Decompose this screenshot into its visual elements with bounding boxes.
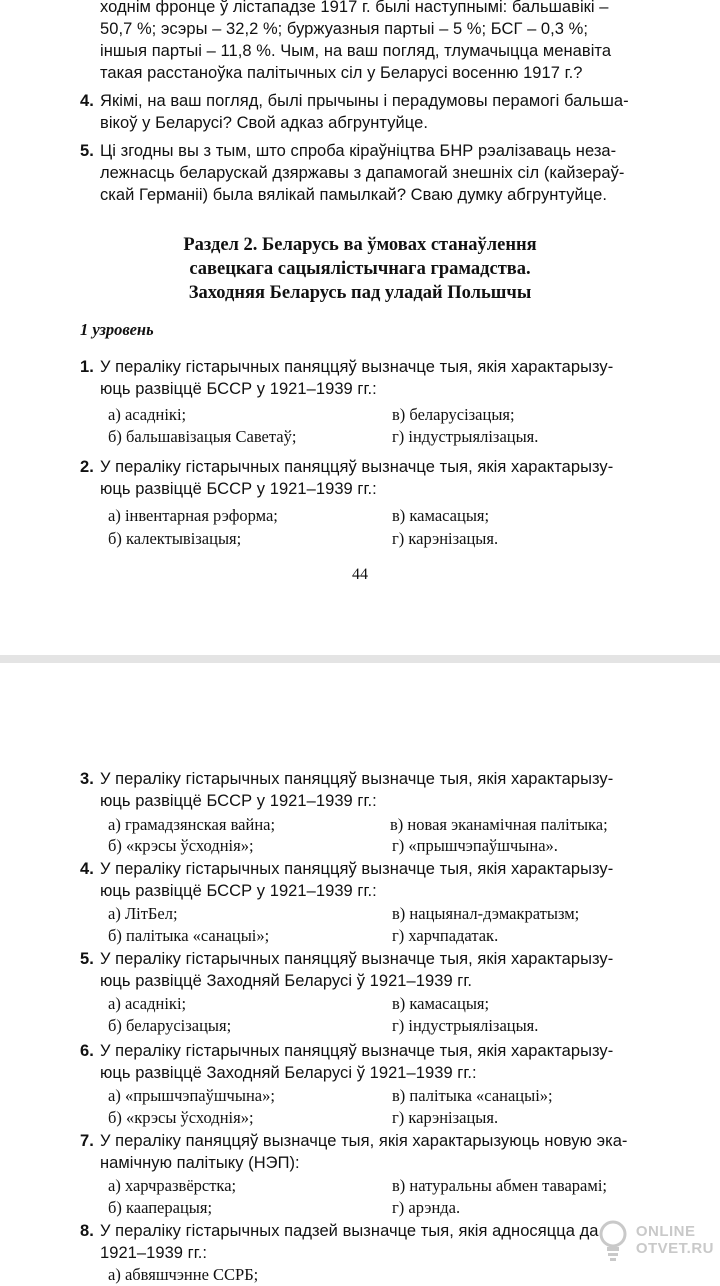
answer-option: б) «крэсы ўсходнія»; (108, 836, 254, 855)
test-text-line: У пераліку гістарычных паняццяў вызначце тыя, якія характарызу- (100, 950, 614, 968)
test-text-line: 1921–1939 гг.: (100, 1244, 208, 1262)
test-text-line: намічную палітыку (НЭП): (100, 1154, 300, 1172)
lightbulb-icon (596, 1218, 630, 1262)
section-heading-line: Заходняя Беларусь пад уладай Польшчы (188, 283, 532, 303)
answer-option: в) палітыка «санацыі»; (392, 1086, 553, 1105)
answer-option: г) арэнда. (392, 1198, 461, 1217)
answer-option: б) калектывізацыя; (108, 529, 242, 548)
test-text-line: юць развіццё БССР у 1921–1939 гг.: (100, 882, 377, 900)
test-number: 5. (80, 950, 94, 968)
answer-option: в) камасацыя; (392, 994, 490, 1013)
page-number: 44 (352, 566, 368, 583)
question-text-line: лежнасць беларускай дзяржавы з дапамогай знешніх сіл (кайзераў- (100, 164, 625, 182)
watermark-line: ONLINE (635, 1223, 696, 1240)
question-text-line: Ці згодны вы з тым, што спроба кіраўніцтва БНР рэалізаваць неза- (100, 142, 617, 160)
test-text-line: юць развіццё БССР у 1921–1939 гг.: (100, 480, 377, 498)
test-text-line: У пераліку гістарычных паняццяў вызначце тыя, якія характарызу- (100, 458, 614, 476)
test-number: 8. (80, 1222, 94, 1240)
intro-line: іншыя партыі – 11,8 %. Чым, на ваш погляд, тлумачыцца менавіта (100, 42, 612, 60)
intro-line: 50,7 %; эсэры – 32,2 %; буржуазныя партыі – 5 %; БСГ – 0,3 %; (100, 20, 589, 38)
answer-option: а) «прышчэпаўшчына»; (108, 1086, 275, 1105)
answer-option: а) харчразвёрстка; (108, 1176, 237, 1195)
test-number: 2. (80, 458, 94, 476)
test-number: 1. (80, 358, 94, 376)
test-text-line: юць развіццё БССР у 1921–1939 гг.: (100, 792, 377, 810)
textbook-page-45 (0, 663, 720, 1284)
question-text-line: скай Германіі) была вялікай памылкай? Сваю думку абгрунтуйце. (100, 186, 607, 204)
answer-option: в) нацыянал-дэмакратызм; (392, 904, 580, 923)
intro-line: ходнім фронце ў лістападзе 1917 г. былі наступнымі: бальшавікі – (100, 0, 609, 16)
question-number: 4. (80, 92, 94, 110)
intro-line: такая расстаноўка палітычных сіл у Беларусі восенню 1917 г.? (100, 64, 583, 82)
answer-option: б) кааперацыя; (108, 1198, 213, 1217)
test-text-line: У пераліку гістарычных падзей вызначце тыя, якія адносяцца да (100, 1222, 599, 1240)
test-text-line: юць развіццё Заходняй Беларусі ў 1921–1939 гг.: (100, 1064, 477, 1082)
answer-option: б) бальшавізацыя Саветаў; (108, 427, 297, 446)
test-number: 3. (80, 770, 94, 788)
answer-option: а) абвяшчэнне ССРБ; (108, 1265, 259, 1284)
answer-option: г) індустрыялізацыя. (392, 427, 539, 446)
answer-option: а) грамадзянская вайна; (108, 815, 276, 834)
watermark (596, 1218, 714, 1262)
test-text-line: У пераліку гістарычных паняццяў вызначце тыя, якія характарызу- (100, 770, 614, 788)
question-text-line: вікоў у Беларусі? Свой адказ абгрунтуйце. (100, 114, 428, 132)
answer-option: г) харчпадатак. (392, 926, 499, 945)
answer-option: б) палітыка «санацыі»; (108, 926, 270, 945)
answer-option: в) беларусізацыя; (392, 405, 515, 424)
test-text-line: У пераліку гістарычных паняццяў вызначце тыя, якія характарызу- (100, 358, 614, 376)
section-heading-line: Раздел 2. Беларусь ва ўмовах станаўлення (183, 235, 537, 255)
test-number: 7. (80, 1132, 94, 1150)
answer-option: г) карэнізацыя. (392, 1108, 499, 1127)
answer-option: в) новая эканамічная палітыка; (390, 815, 608, 834)
answer-option: а) ЛітБел; (108, 904, 178, 923)
answer-option: а) асаднікі; (108, 405, 187, 424)
section-heading-line: савецкага сацыялістычнага грамадства. (189, 259, 531, 279)
test-text-line: У пераліку гістарычных паняццяў вызначце тыя, якія характарызу- (100, 1042, 614, 1060)
answer-option: г) індустрыялізацыя. (392, 1016, 539, 1035)
answer-option: а) інвентарная рэформа; (108, 506, 278, 525)
answer-option: г) «прышчэпаўшчына». (392, 836, 558, 855)
question-text-line: Якімі, на ваш погляд, былі прычыны і перадумовы перамогі бальша- (100, 92, 629, 110)
level-label: 1 узровень (80, 320, 154, 339)
answer-option: б) «крэсы ўсходнія»; (108, 1108, 254, 1127)
test-text-line: юць развіццё Заходняй Беларусі ў 1921–1939 гг. (100, 972, 473, 990)
answer-option: б) беларусізацыя; (108, 1016, 232, 1035)
answer-option: г) карэнізацыя. (392, 529, 499, 548)
question-number: 5. (80, 142, 94, 160)
answer-option: в) натуральны абмен таварамі; (392, 1176, 607, 1195)
test-text-line: У пераліку паняццяў вызначце тыя, якія характарызуюць новую эка- (100, 1132, 628, 1150)
page-separator (0, 655, 720, 663)
test-number: 6. (80, 1042, 94, 1060)
test-number: 4. (80, 860, 94, 878)
answer-option: а) асаднікі; (108, 994, 187, 1013)
answer-option: в) камасацыя; (392, 506, 490, 525)
test-text-line: юць развіццё БССР у 1921–1939 гг.: (100, 380, 377, 398)
test-text-line: У пераліку гістарычных паняццяў вызначце тыя, якія характарызу- (100, 860, 614, 878)
watermark-line: OTVET.RU (635, 1240, 714, 1257)
